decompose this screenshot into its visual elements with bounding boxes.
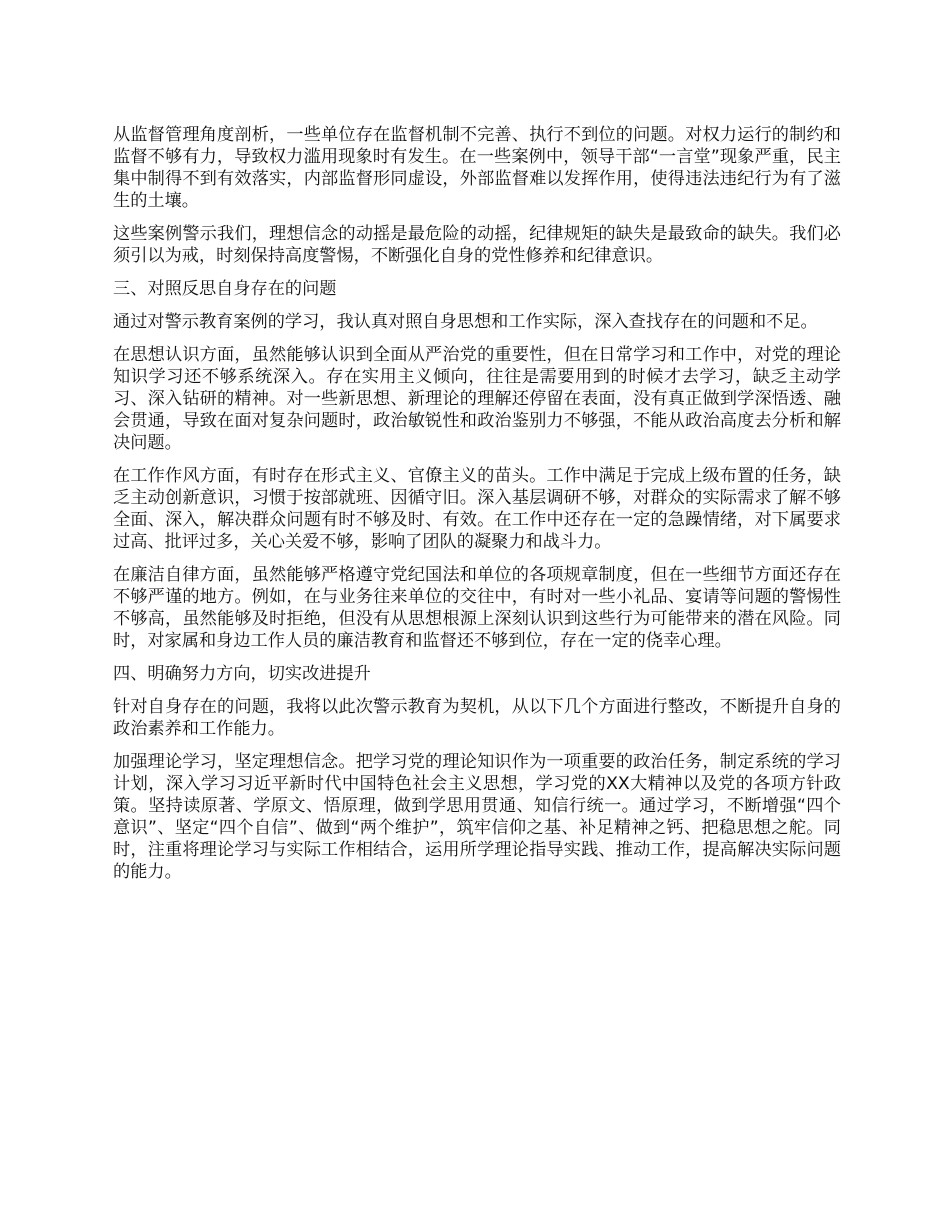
paragraph-ideological-understanding: 在思想认识方面，虽然能够认识到全面从严治党的重要性，但在日常学习和工作中，对党的理论知识学习还不够系统深入。存在实用主义倾向，往往是需要用到的时候才去学习，缺乏主动学习、深入钻研的精神。对一些新思想、新理论的理解还停留在表面，没有真正做到学深悟透、融会贯通，导致在面对复杂问题时，政治敏锐性和政治鉴别力不够强，不能从政治高度去分析和解决问题。 — [113, 345, 841, 453]
paragraph-integrity: 在廉洁自律方面，虽然能够严格遵守党纪国法和单位的各项规章制度，但在一些细节方面还存在不够严谨的地方。例如，在与业务往来单位的交往中，有时对一些小礼品、宴请等问题的警惕性不够高，虽然能够及时拒绝，但没有从思想根源上深刻认识到这些行为可能带来的潜在风险。同时，对家属和身边工作人员的廉洁教育和监督还不够到位，存在一定的侥幸心理。 — [113, 565, 841, 651]
paragraph-rectification-intro: 针对自身存在的问题，我将以此次警示教育为契机，从以下几个方面进行整改，不断提升自身的政治素养和工作能力。 — [113, 697, 841, 739]
section-heading-3: 三、对照反思自身存在的问题 — [113, 279, 337, 299]
paragraph-case-warning: 这些案例警示我们，理想信念的动摇是最危险的动摇，纪律规矩的缺失是最致命的缺失。我们必须引以为戒，时刻保持高度警惕，不断强化自身的党性修养和纪律意识。 — [113, 224, 841, 266]
document-body — [113, 124, 841, 894]
paragraph-self-check-intro: 通过对警示教育案例的学习，我认真对照自身思想和工作实际，深入查找存在的问题和不足。 — [113, 312, 818, 332]
section-heading-4: 四、明确努力方向，切实改进提升 — [113, 664, 371, 684]
paragraph-supervision-analysis: 从监督管理角度剖析，一些单位存在监督机制不完善、执行不到位的问题。对权力运行的制约和监督不够有力，导致权力滥用现象时有发生。在一些案例中，领导干部“一言堂”现象严重，民主集中制得不到有效落实，内部监督形同虚设，外部监督难以发挥作用，使得违法违纪行为有了滋生的土壤。 — [113, 125, 841, 211]
paragraph-theory-study: 加强理论学习，坚定理想信念。把学习党的理论知识作为一项重要的政治任务，制定系统的学习计划，深入学习习近平新时代中国特色社会主义思想，学习党的XX大精神以及党的各项方针政策。坚持读原著、学原文、悟原理，做到学思用贯通、知信行统一。通过学习，不断增强“四个意识”、坚定“四个自信”、做到“两个维护”，筑牢信仰之基、补足精神之钙、把稳思想之舵。同时，注重将理论学习与实际工作相结合，运用所学理论指导实践、推动工作，提高解决实际问题的能力。 — [113, 752, 841, 882]
paragraph-work-style: 在工作作风方面，有时存在形式主义、官僚主义的苗头。工作中满足于完成上级布置的任务，缺乏主动创新意识，习惯于按部就班、因循守旧。深入基层调研不够，对群众的实际需求了解不够全面、深入，解决群众问题有时不够及时、有效。在工作中还存在一定的急躁情绪，对下属要求过高、批评过多，关心关爱不够，影响了团队的凝聚力和战斗力。 — [113, 466, 841, 552]
